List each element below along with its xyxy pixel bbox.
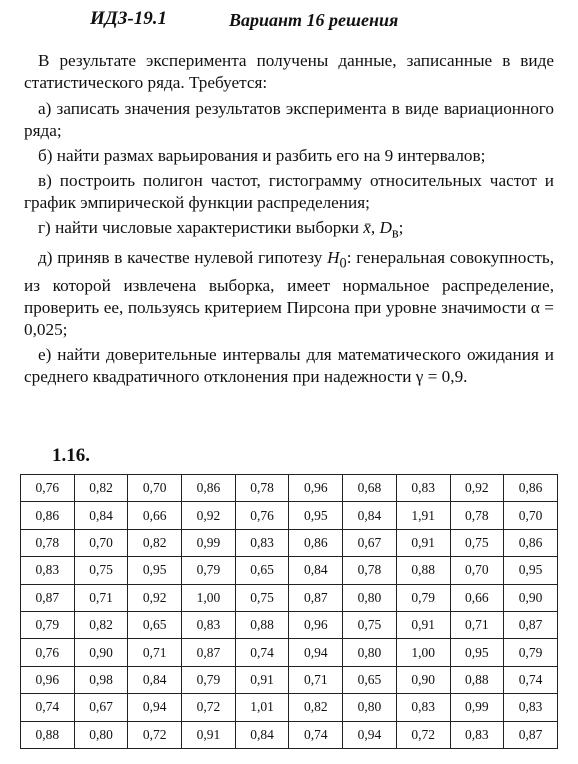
table-cell: 0,80 bbox=[74, 721, 128, 748]
table-cell: 0,75 bbox=[450, 529, 504, 556]
table-cell: 0,98 bbox=[74, 666, 128, 693]
table-cell: 0,79 bbox=[504, 639, 558, 666]
table-cell: 0,92 bbox=[182, 502, 236, 529]
table-row bbox=[21, 475, 558, 502]
table-cell: 0,95 bbox=[289, 502, 343, 529]
table-cell: 0,72 bbox=[128, 721, 182, 748]
table-cell: 0,90 bbox=[396, 666, 450, 693]
table-cell: 0,86 bbox=[21, 502, 75, 529]
table-cell: 0,80 bbox=[343, 639, 397, 666]
table-cell: 0,83 bbox=[396, 694, 450, 721]
table-cell: 0,66 bbox=[450, 584, 504, 611]
table-cell: 0,87 bbox=[21, 584, 75, 611]
table-cell: 0,70 bbox=[74, 529, 128, 556]
page-header bbox=[0, 6, 578, 36]
table-cell: 0,76 bbox=[21, 475, 75, 502]
table-row bbox=[21, 502, 558, 529]
table-cell: 0,94 bbox=[289, 639, 343, 666]
table-cell: 0,88 bbox=[21, 721, 75, 748]
table-cell: 0,80 bbox=[343, 584, 397, 611]
table-cell: 0,76 bbox=[235, 502, 289, 529]
table-cell: 0,87 bbox=[182, 639, 236, 666]
table-cell: 0,82 bbox=[128, 529, 182, 556]
table-cell: 0,78 bbox=[21, 529, 75, 556]
table-cell: 0,67 bbox=[343, 529, 397, 556]
variance-subscript: в bbox=[391, 225, 399, 242]
table-row bbox=[21, 639, 558, 666]
table-cell: 0,82 bbox=[289, 694, 343, 721]
table-cell: 0,75 bbox=[74, 557, 128, 584]
table-cell: 0,88 bbox=[235, 611, 289, 638]
table-cell: 0,70 bbox=[504, 502, 558, 529]
table-cell: 0,68 bbox=[343, 475, 397, 502]
significance-level: α = 0,025 bbox=[24, 297, 554, 339]
table-cell: 0,90 bbox=[504, 584, 558, 611]
task-item-f bbox=[24, 344, 554, 388]
table-cell: 0,82 bbox=[74, 611, 128, 638]
table-cell: 0,67 bbox=[74, 694, 128, 721]
task-item-a: а) записать значения результатов эксперимента в виде вариационного ряда; bbox=[24, 99, 554, 140]
table-cell: 0,96 bbox=[21, 666, 75, 693]
table-cell: 0,71 bbox=[450, 611, 504, 638]
hypothesis-subscript: 0 bbox=[339, 255, 347, 272]
table-cell: 0,78 bbox=[450, 502, 504, 529]
table-cell: 0,83 bbox=[504, 694, 558, 721]
table-cell: 0,83 bbox=[396, 475, 450, 502]
task-item-c: в) построить полигон частот, гистограмму относительных частот и график эмпирической функции распределения; bbox=[24, 171, 554, 212]
table-cell: 0,84 bbox=[128, 666, 182, 693]
table-cell: 0,79 bbox=[182, 666, 236, 693]
table-cell: 0,99 bbox=[182, 529, 236, 556]
task-item-b: б) найти размах варьирования и разбить его на 9 интервалов; bbox=[38, 146, 486, 165]
table-cell: 0,95 bbox=[504, 557, 558, 584]
table-cell: 0,79 bbox=[182, 557, 236, 584]
table-cell: 0,91 bbox=[396, 611, 450, 638]
statistical-series-table bbox=[20, 474, 558, 749]
table-cell: 0,79 bbox=[21, 611, 75, 638]
table-cell: 0,92 bbox=[450, 475, 504, 502]
separator: , bbox=[370, 218, 380, 237]
reliability-level: γ = 0,9 bbox=[415, 366, 464, 386]
table-cell: 0,94 bbox=[128, 694, 182, 721]
table-cell: 0,84 bbox=[343, 502, 397, 529]
table-cell: 0,74 bbox=[504, 666, 558, 693]
table-cell: 1,01 bbox=[235, 694, 289, 721]
table-cell: 0,83 bbox=[21, 557, 75, 584]
table-cell: 0,91 bbox=[182, 721, 236, 748]
table-cell: 0,83 bbox=[182, 611, 236, 638]
table-row bbox=[21, 694, 558, 721]
table-cell: 0,65 bbox=[343, 666, 397, 693]
table-cell: 0,95 bbox=[450, 639, 504, 666]
table-cell: 0,86 bbox=[182, 475, 236, 502]
table-cell: 0,70 bbox=[450, 557, 504, 584]
table-cell: 0,65 bbox=[128, 611, 182, 638]
table-cell: 0,71 bbox=[289, 666, 343, 693]
table-cell: 0,87 bbox=[504, 721, 558, 748]
table-cell: 0,91 bbox=[396, 529, 450, 556]
table-cell: 0,83 bbox=[450, 721, 504, 748]
item-end: ; bbox=[62, 319, 68, 339]
table-row bbox=[21, 721, 558, 748]
sample-variance-symbol: D bbox=[379, 218, 392, 237]
table-cell: 0,94 bbox=[343, 721, 397, 748]
table-cell: 0,79 bbox=[396, 584, 450, 611]
table-cell: 0,65 bbox=[235, 557, 289, 584]
table-cell: 1,00 bbox=[182, 584, 236, 611]
table-cell: 0,72 bbox=[396, 721, 450, 748]
table-cell: 0,74 bbox=[289, 721, 343, 748]
table-cell: 0,66 bbox=[128, 502, 182, 529]
task-intro: В результате эксперимента получены данные, записанные в виде статистического ряда. Требуется: bbox=[24, 51, 554, 92]
table-cell: 0,86 bbox=[504, 529, 558, 556]
table-cell: 0,86 bbox=[504, 475, 558, 502]
table-cell: 0,88 bbox=[450, 666, 504, 693]
table-cell: 0,76 bbox=[21, 639, 75, 666]
table-cell: 0,96 bbox=[289, 611, 343, 638]
table-row bbox=[21, 584, 558, 611]
table-cell: 0,70 bbox=[128, 475, 182, 502]
null-hypothesis-symbol: H bbox=[327, 248, 340, 268]
table-cell: 0,82 bbox=[74, 475, 128, 502]
table-cell: 0,96 bbox=[289, 475, 343, 502]
table-row bbox=[21, 557, 558, 584]
problem-number: 1.16. bbox=[52, 445, 90, 466]
task-item-f-text: е) найти доверительные интервалы для математического ожидания и среднего квадратичного отклонения при надежности bbox=[24, 344, 554, 386]
assignment-code: ИДЗ-19.1 bbox=[90, 8, 168, 29]
task-item-e bbox=[24, 247, 554, 340]
table-cell: 0,72 bbox=[182, 694, 236, 721]
item-end: ; bbox=[398, 218, 404, 237]
table-cell: 0,84 bbox=[289, 557, 343, 584]
table-cell: 0,71 bbox=[74, 584, 128, 611]
table-row bbox=[21, 666, 558, 693]
table-row bbox=[21, 529, 558, 556]
task-item-d bbox=[24, 217, 554, 244]
table-cell: 0,90 bbox=[74, 639, 128, 666]
table-cell: 0,84 bbox=[74, 502, 128, 529]
task-item-d-text: г) найти числовые характеристики выборки bbox=[38, 218, 364, 237]
table-cell: 0,71 bbox=[128, 639, 182, 666]
table-cell: 0,83 bbox=[235, 529, 289, 556]
item-end: . bbox=[463, 366, 468, 386]
table-cell: 0,75 bbox=[343, 611, 397, 638]
table-cell: 0,88 bbox=[396, 557, 450, 584]
table-cell: 0,75 bbox=[235, 584, 289, 611]
table-cell: 0,78 bbox=[235, 475, 289, 502]
table-cell: 0,87 bbox=[504, 611, 558, 638]
table-cell: 0,80 bbox=[343, 694, 397, 721]
table-cell: 0,74 bbox=[21, 694, 75, 721]
table-cell: 0,86 bbox=[289, 529, 343, 556]
table-cell: 0,95 bbox=[128, 557, 182, 584]
task-statement bbox=[24, 50, 554, 391]
task-item-e-text-1: д) приняв в качестве нулевой гипотезу bbox=[38, 248, 328, 268]
table-cell: 0,99 bbox=[450, 694, 504, 721]
table-cell: 0,87 bbox=[289, 584, 343, 611]
table-body bbox=[21, 475, 558, 749]
task-item-e-text-2: : генеральная совокупность, из которой извлечена выборка, имеет нормальное распределение, проверить ее, пользуясь критерием Пирсона при уровне значимости bbox=[24, 248, 554, 317]
table-cell: 0,74 bbox=[235, 639, 289, 666]
table-cell: 1,91 bbox=[396, 502, 450, 529]
table-cell: 0,92 bbox=[128, 584, 182, 611]
sample-mean-symbol: x̄ bbox=[363, 218, 371, 237]
table-cell: 0,91 bbox=[235, 666, 289, 693]
table-cell: 0,78 bbox=[343, 557, 397, 584]
table-cell: 1,00 bbox=[396, 639, 450, 666]
table-row bbox=[21, 611, 558, 638]
table-cell: 0,84 bbox=[235, 721, 289, 748]
variant-title: Вариант 16 решения bbox=[229, 10, 399, 30]
